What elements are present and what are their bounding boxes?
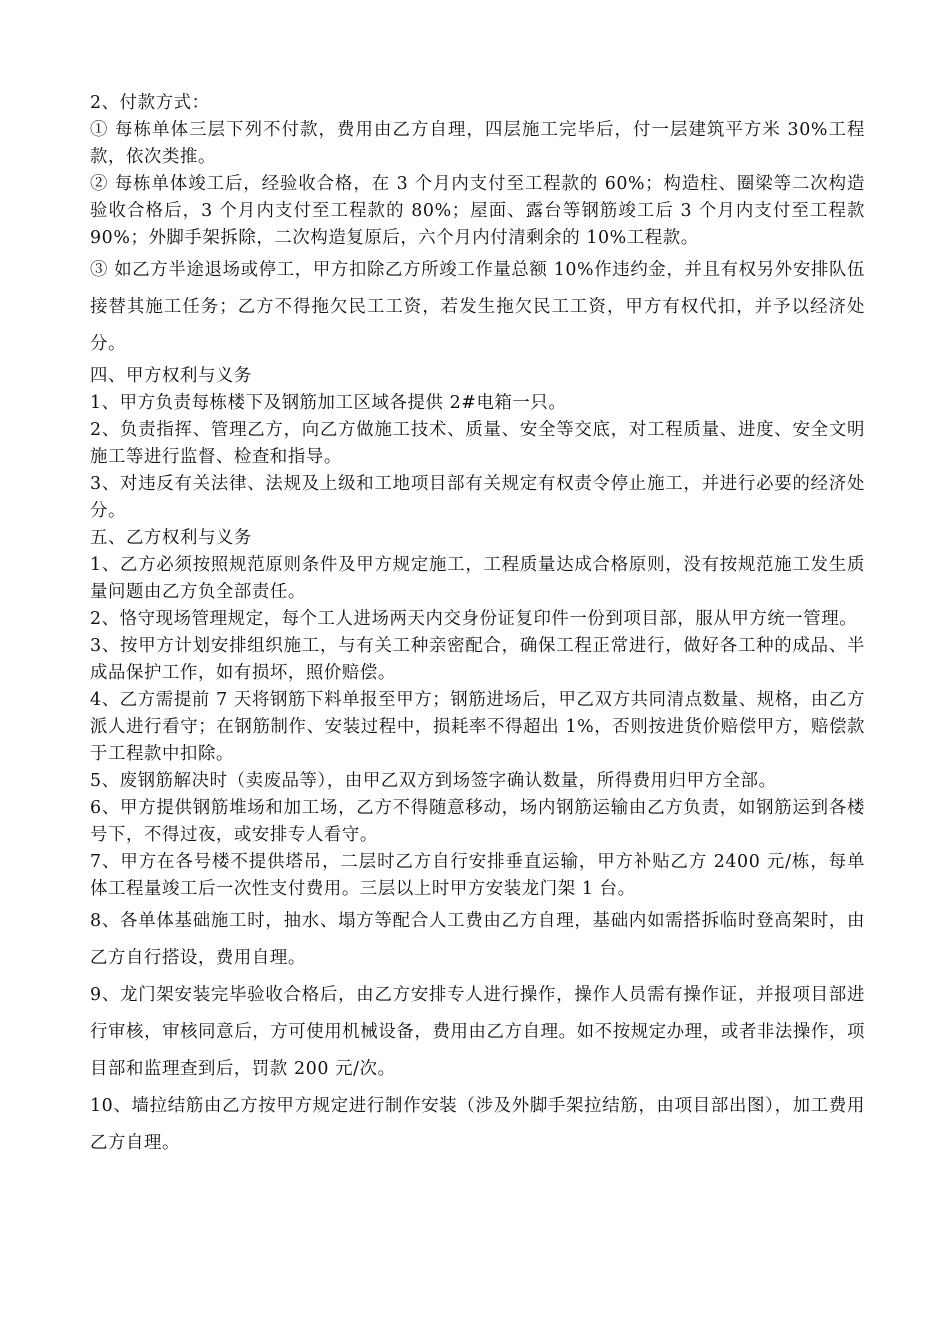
document-body <box>90 90 865 1162</box>
party-a-clause-1: 1、甲方负责每栋楼下及钢筋加工区域各提供 2#电箱一只。 <box>90 393 567 413</box>
party-b-clause-8: 8、各单体基础施工时，抽水、塌方等配合人工费由乙方自理，基础内如需搭拆临时登高架时，由乙方自行搭设，费用自理。 <box>90 911 865 968</box>
payment-clause-2: ② 每栋单体竣工后，经验收合格，在 3 个月内支付至工程款的 60%；构造柱、圈梁等二次构造验收合格后，3 个月内支付至工程款的 80%；屋面、露台等钢筋竣工后 3 个月内支付至工程款 90%；外脚手架拆除，二次构造复原后，六个月内付清剩余的 10%工程款。 <box>90 174 865 248</box>
party-b-clause-2: 2、恪守现场管理规定，每个工人进场两天内交身份证复印件一份到项目部，服从甲方统一管理。 <box>90 609 858 629</box>
party-a-clause-2: 2、负责指挥、管理乙方，向乙方做施工技术、质量、安全等交底，对工程质量、进度、安全文明施工等进行监督、检查和指导。 <box>90 420 865 467</box>
payment-clause-1: ① 每栋单体三层下列不付款，费用由乙方自理，四层施工完毕后，付一层建筑平方米 30%工程款，依次类推。 <box>90 120 865 167</box>
party-b-clause-7: 7、甲方在各号楼不提供塔吊，二层时乙方自行安排垂直运输，甲方补贴乙方 2400 元/栋，每单体工程量竣工后一次性支付费用。三层以上时甲方安装龙门架 1 台。 <box>90 852 865 899</box>
section-heading-party-b: 五、乙方权利与义务 <box>90 528 252 548</box>
payment-method-heading: 2、付款方式： <box>90 93 210 113</box>
party-b-clause-10: 10、墙拉结筋由乙方按甲方规定进行制作安装（涉及外脚手架拉结筋，由项目部出图），加工费用乙方自理。 <box>90 1096 865 1153</box>
payment-clause-3: ③ 如乙方半途退场或停工，甲方扣除乙方所竣工作量总额 10%作违约金，并且有权另外安排队伍接替其施工任务；乙方不得拖欠民工工资，若发生拖欠民工工资，甲方有权代扣，并予以经济处分。 <box>90 260 865 354</box>
party-b-clause-5: 5、废钢筋解决时（卖废品等），由甲乙双方到场签字确认数量，所得费用归甲方全部。 <box>90 771 777 791</box>
party-b-clause-3: 3、按甲方计划安排组织施工，与有关工种亲密配合，确保工程正常进行，做好各工种的成品、半成品保护工作，如有损坏，照价赔偿。 <box>90 636 865 683</box>
party-b-clause-1: 1、乙方必须按照规范原则条件及甲方规定施工，工程质量达成合格原则，没有按规范施工发生质量问题由乙方负全部责任。 <box>90 555 865 602</box>
party-b-clause-6: 6、甲方提供钢筋堆场和加工场，乙方不得随意移动，场内钢筋运输由乙方负责，如钢筋运到各楼号下，不得过夜，或安排专人看守。 <box>90 798 865 845</box>
party-b-clause-4: 4、乙方需提前 7 天将钢筋下料单报至甲方；钢筋进场后，甲乙双方共同清点数量、规格，由乙方派人进行看守；在钢筋制作、安装过程中，损耗率不得超出 1%，否则按进货价赔偿甲方，赔偿款于工程款中扣除。 <box>90 690 865 764</box>
section-heading-party-a: 四、甲方权利与义务 <box>90 366 252 386</box>
party-a-clause-3: 3、对违反有关法律、法规及上级和工地项目部有关规定有权责令停止施工，并进行必要的经济处分。 <box>90 474 865 521</box>
party-b-clause-9: 9、龙门架安装完毕验收合格后，由乙方安排专人进行操作，操作人员需有操作证，并报项目部进行审核，审核同意后，方可使用机械设备，费用由乙方自理。如不按规定办理，或者非法操作，项目部和监理查到后，罚款 200 元/次。 <box>90 985 865 1079</box>
